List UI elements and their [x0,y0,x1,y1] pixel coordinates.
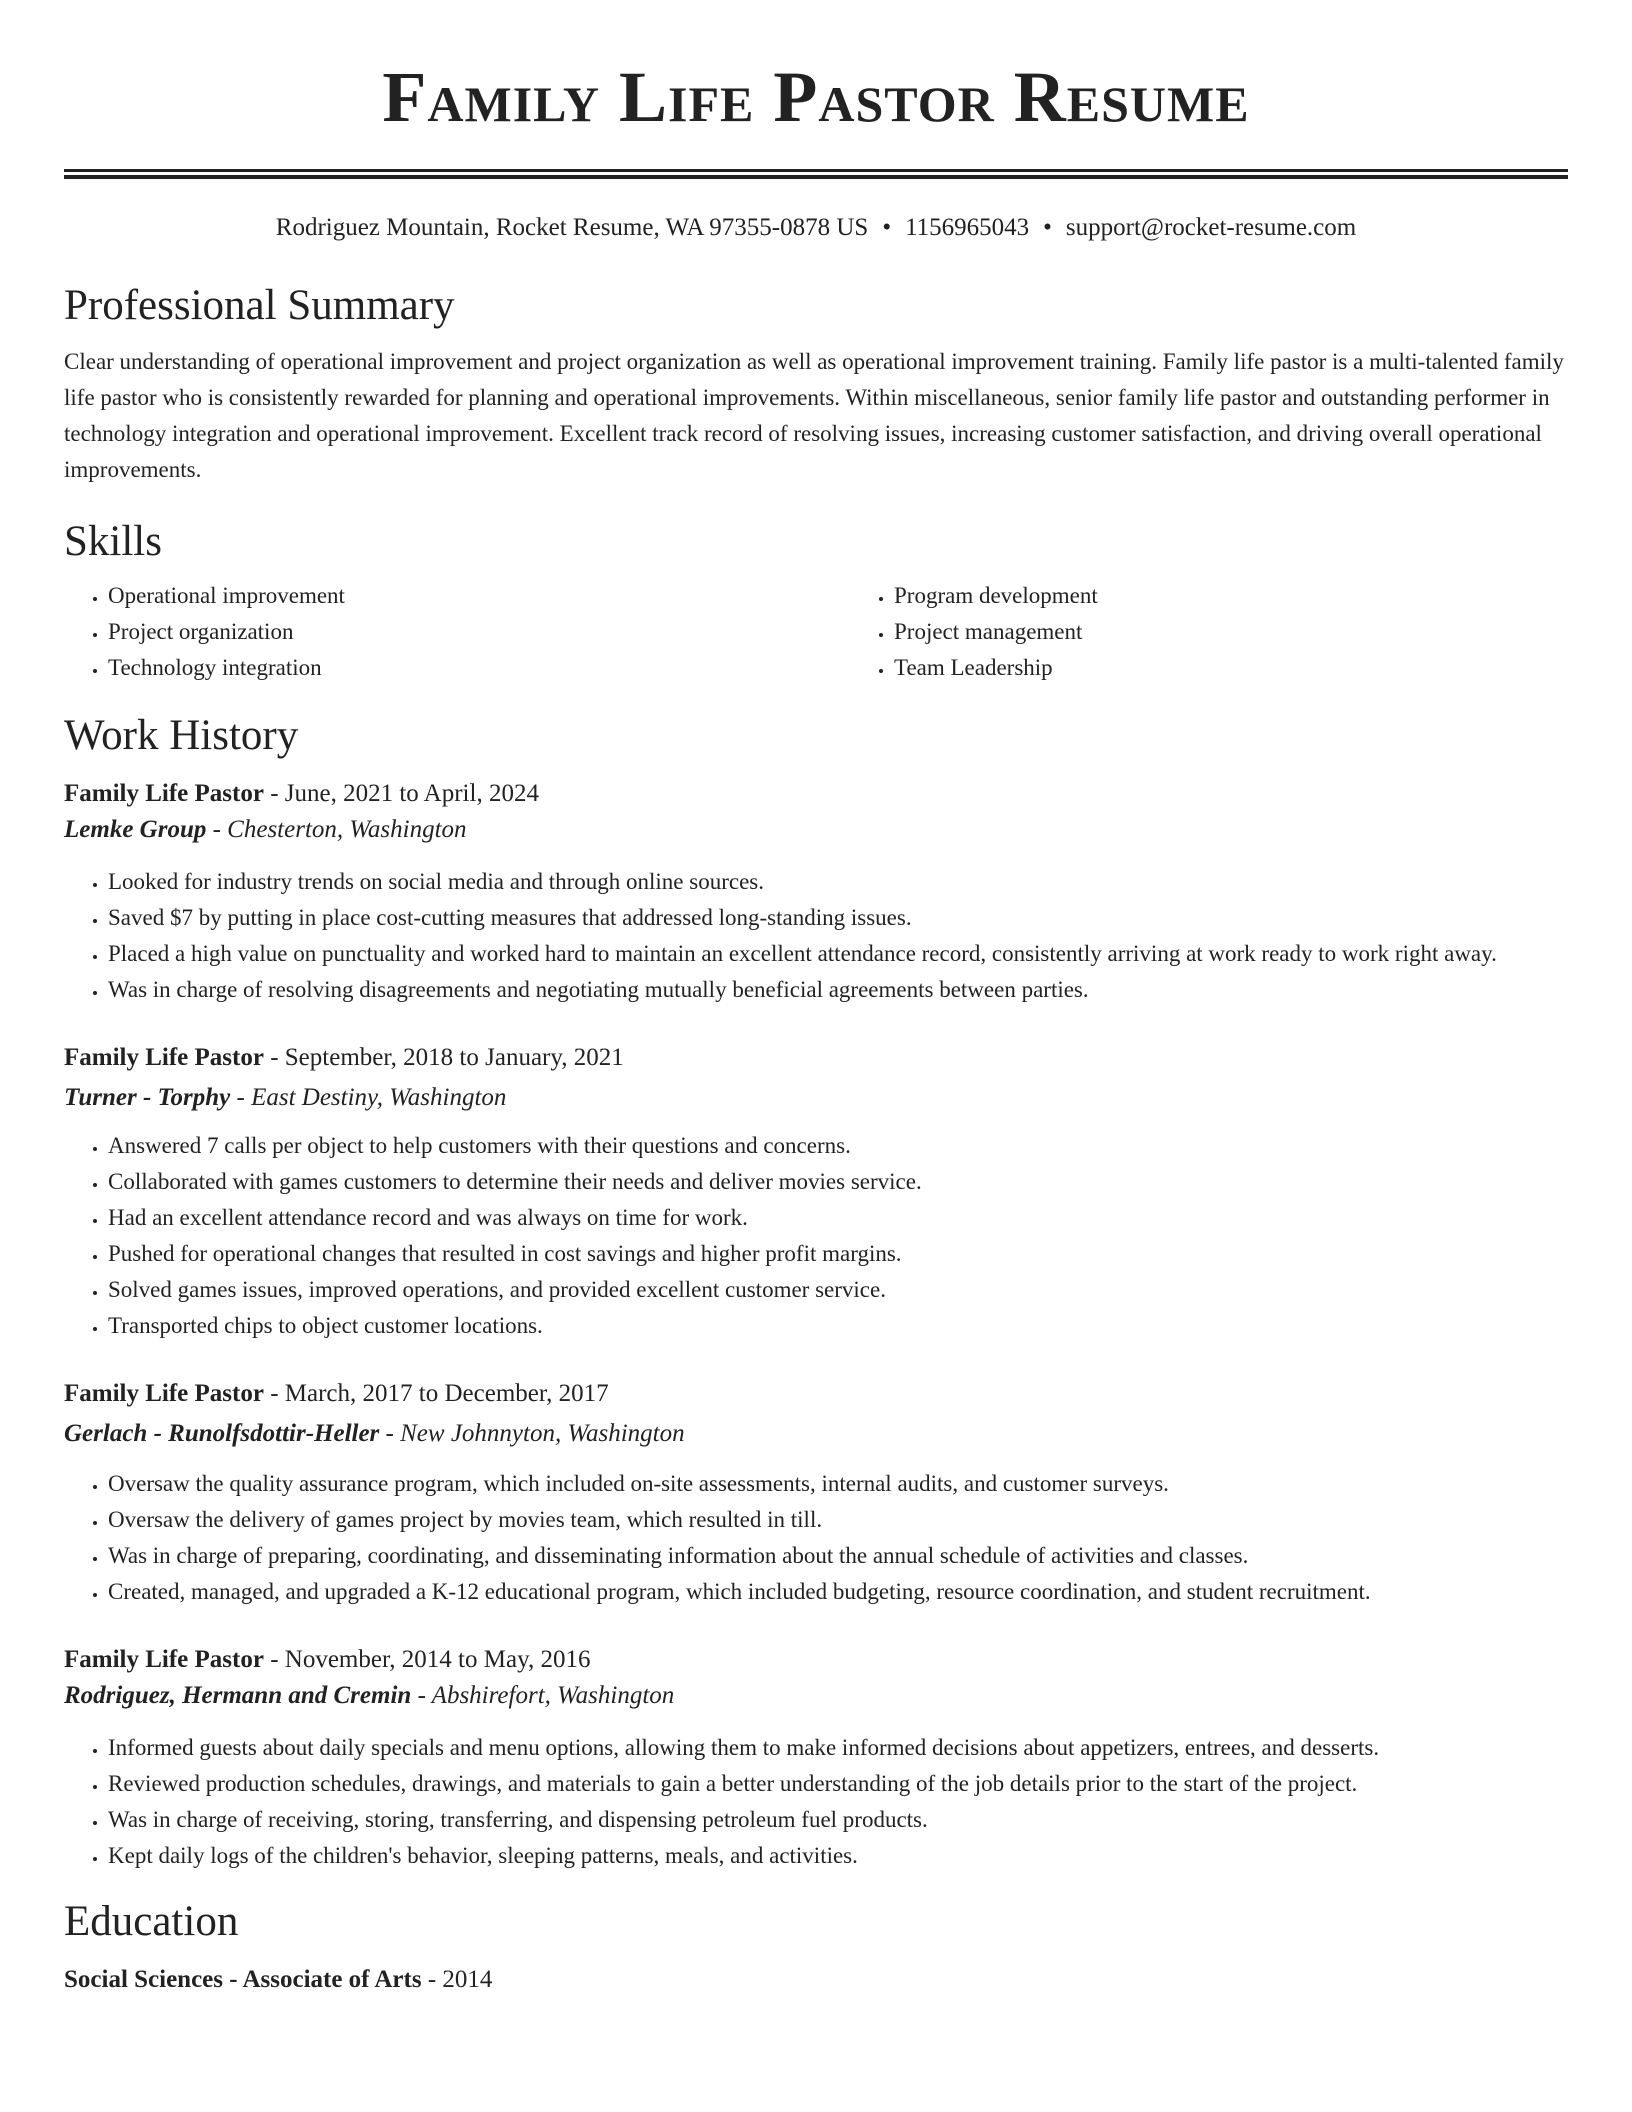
skills-column-right [850,578,1632,686]
skills-list [64,578,1568,686]
job-dates: - November, 2014 to May, 2016 [263,1646,591,1673]
job-bullet: • Placed a high value on punctuality and worked hard to maintain an excellent attendance record, consistently arriving at work ready to work right away. [108,936,1568,972]
job-bullet: • Looked for industry trends on social media and through online sources. [108,864,1568,900]
contact-phone[interactable]: 1156965043 [905,214,1030,241]
job-bullet: • Was in charge of preparing, coordinating, and disseminating information about the annual schedule of activities and classes. [108,1538,1568,1574]
job-title: Family Life Pastor [64,1646,264,1673]
job-dates: - June, 2021 to April, 2024 [263,780,539,807]
contact-address: Rodriguez Mountain, Rocket Resume, WA 97355-0878 US [275,214,869,241]
education-line [64,1962,1568,1998]
job-company-line [64,1416,1568,1452]
job-title: Family Life Pastor [64,1044,264,1071]
skills-heading: Skills [64,518,162,565]
job-title-line [64,776,1568,812]
job-title: Family Life Pastor [64,780,264,807]
job-company: Turner - Torphy [64,1084,231,1111]
contact-line [64,212,1568,244]
job-entry [64,1040,1568,1344]
job-company-line [64,1080,1568,1116]
job-title-line [64,1642,1568,1678]
education-degree: Social Sciences - Associate of Arts [64,1966,422,1993]
skill-item: • Operational improvement [108,578,850,614]
contact-separator: • [1043,214,1052,241]
job-entry [64,1642,1568,1874]
job-bullets [64,1466,1568,1610]
skill-item: • Project management [894,614,1632,650]
job-bullet: • Created, managed, and upgraded a K-12 educational program, which included budgeting, resource coordination, and student recruitment. [108,1574,1568,1610]
contact-separator: • [882,214,892,241]
job-location: - New Johnnyton, Washington [379,1420,685,1447]
skills-column-left [64,578,850,686]
job-company-line [64,1678,1568,1714]
skill-item: • Program development [894,578,1632,614]
job-title: Family Life Pastor [64,1380,264,1407]
job-entry [64,776,1568,1008]
job-bullet: • Was in charge of receiving, storing, transferring, and dispensing petroleum fuel products. [108,1802,1568,1838]
job-location: - East Destiny, Washington [230,1084,507,1111]
job-bullet: • Was in charge of resolving disagreements and negotiating mutually beneficial agreements between parties. [108,972,1568,1008]
job-bullets [64,864,1568,1008]
skill-item: • Technology integration [108,650,850,686]
job-bullet: • Answered 7 calls per object to help customers with their questions and concerns. [108,1128,1568,1164]
job-bullet: • Solved games issues, improved operations, and provided excellent customer service. [108,1272,1568,1308]
summary-text: Clear understanding of operational improvement and project organization as well as operational improvement training. Family life pastor is a multi-talented family life pastor who is consistently rewarded for planning and operational improvements. Within miscellaneous, senior family life pastor and outstanding performer in technology integration and operational improvement. Excellent track record of resolving issues, increasing customer satisfaction, and driving overall operational improvements. [64,349,1564,482]
job-bullets [64,1128,1568,1344]
work-history-heading: Work History [64,712,299,759]
job-bullet: • Reviewed production schedules, drawings, and materials to gain a better understanding of the job details prior to the start of the project. [108,1766,1568,1802]
job-bullet: • Oversaw the quality assurance program, which included on-site assessments, internal audits, and customer surveys. [108,1466,1568,1502]
resume-content [64,0,1568,1998]
education-year: - 2014 [421,1966,493,1993]
title-divider [64,169,1568,179]
job-company: Gerlach - Runolfsdottir-Heller [64,1420,380,1447]
job-bullet: • Saved $7 by putting in place cost-cutting measures that addressed long-standing issues. [108,900,1568,936]
contact-email[interactable]: support@rocket-resume.com [1065,214,1357,241]
job-bullets [64,1730,1568,1874]
skill-item: • Team Leadership [894,650,1632,686]
summary-heading: Professional Summary [64,282,455,329]
job-title-line [64,1376,1568,1412]
job-bullet: • Pushed for operational changes that resulted in cost savings and higher profit margins. [108,1236,1568,1272]
job-dates: - March, 2017 to December, 2017 [263,1380,609,1407]
job-company: Lemke Group [64,816,207,843]
job-bullet: • Had an excellent attendance record and was always on time for work. [108,1200,1568,1236]
job-location: - Abshirefort, Washington [411,1682,675,1709]
job-location: - Chesterton, Washington [206,816,467,843]
job-bullet: • Informed guests about daily specials and menu options, allowing them to make informed decisions about appetizers, entrees, and desserts. [108,1730,1568,1766]
job-title-line [64,1040,1568,1076]
job-bullet: • Kept daily logs of the children's behavior, sleeping patterns, meals, and activities. [108,1838,1568,1874]
job-bullet: • Collaborated with games customers to determine their needs and deliver movies service. [108,1164,1568,1200]
education-heading: Education [64,1898,239,1945]
job-company: Rodriguez, Hermann and Cremin [64,1682,412,1709]
job-dates: - September, 2018 to January, 2021 [263,1044,624,1071]
job-bullet: • Oversaw the delivery of games project by movies team, which resulted in till. [108,1502,1568,1538]
job-bullet: • Transported chips to object customer locations. [108,1308,1568,1344]
resume-title: Family Life Pastor Resume [382,57,1250,137]
skill-item: • Project organization [108,614,850,650]
job-entry [64,1376,1568,1610]
job-company-line [64,812,1568,848]
